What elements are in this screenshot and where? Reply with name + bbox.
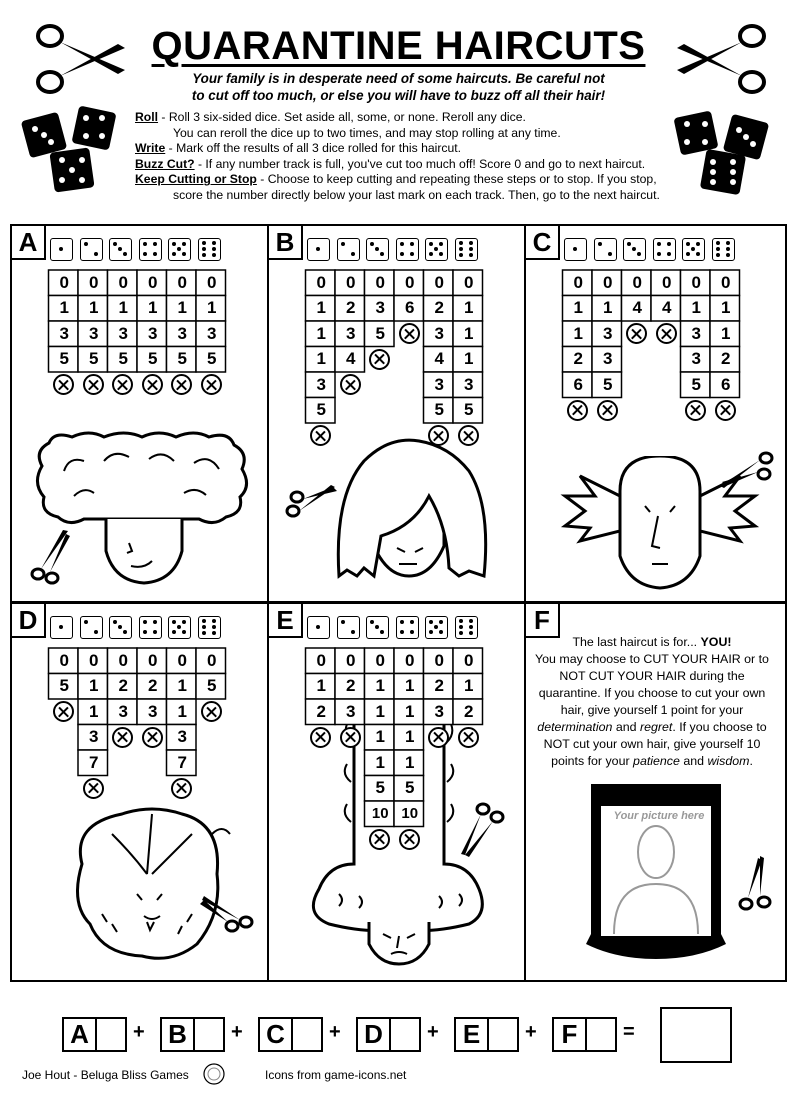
track-cell[interactable]: 0 <box>346 272 356 292</box>
track-cell[interactable]: 3 <box>346 701 356 721</box>
track-cell[interactable]: 0 <box>405 650 415 670</box>
rule-buzz: Buzz Cut? - If any number track is full, you've cut too much off! Score 0 and go to next haircut. <box>135 156 646 171</box>
track-cell[interactable]: 1 <box>177 701 187 721</box>
track-cell[interactable]: 0 <box>691 272 701 292</box>
picture-placeholder: Your picture here <box>613 810 705 822</box>
track-cell[interactable]: 5 <box>148 349 158 369</box>
track-cell[interactable]: 0 <box>405 272 415 292</box>
track-cell[interactable]: 0 <box>59 650 69 670</box>
track-cell[interactable]: 0 <box>177 650 187 670</box>
track-cell[interactable]: 4 <box>434 349 444 369</box>
track-cell[interactable]: 1 <box>59 298 69 318</box>
buzz-cut-x-icon[interactable] <box>340 727 361 748</box>
track-cell[interactable]: 0 <box>118 650 128 670</box>
track-cell[interactable]: 1 <box>316 676 326 696</box>
track-cell[interactable]: 1 <box>603 298 613 318</box>
track-cell[interactable]: 3 <box>316 374 326 394</box>
track-cell[interactable]: 0 <box>316 272 326 292</box>
track-cell[interactable]: 1 <box>691 298 701 318</box>
rule-write: Write - Mark off the results of all 3 dice rolled for this haircut. <box>135 141 462 156</box>
score-box-a[interactable] <box>97 1017 127 1052</box>
track-cell[interactable]: 5 <box>59 349 69 369</box>
track-cell[interactable]: 0 <box>207 650 217 670</box>
track-cell[interactable]: 1 <box>464 349 474 369</box>
track-cell[interactable]: 2 <box>434 298 444 318</box>
track-cell[interactable]: 5 <box>207 676 217 696</box>
track-cell[interactable]: 0 <box>573 272 583 292</box>
track-cell[interactable]: 3 <box>691 323 701 343</box>
dice-icon-left <box>20 104 130 196</box>
track-cell[interactable]: 1 <box>89 298 99 318</box>
track-cell[interactable]: 4 <box>662 298 672 318</box>
track-cell[interactable]: 5 <box>434 400 444 420</box>
rule-roll-cont: You can reroll the dice up to two times, and may stop rolling at any time. <box>173 125 561 140</box>
buzz-cut-x-icon[interactable] <box>428 425 449 446</box>
track-cell[interactable]: 3 <box>691 349 701 369</box>
buzz-cut-x-icon[interactable] <box>53 701 74 722</box>
score-box-b[interactable] <box>195 1017 225 1052</box>
haircut-panel-a <box>10 224 269 603</box>
track-cell[interactable]: 1 <box>316 298 326 318</box>
track-cell[interactable]: 1 <box>405 701 415 721</box>
track-cell[interactable]: 3 <box>177 323 187 343</box>
track-cell[interactable]: 2 <box>434 676 444 696</box>
subtitle-line-1: Your family is in desperate need of some haircuts. Be careful not <box>192 71 605 86</box>
track-cell[interactable]: 3 <box>375 298 385 318</box>
track-cell[interactable]: 2 <box>148 676 158 696</box>
track-cell[interactable]: 1 <box>721 323 731 343</box>
panel-label: A <box>12 226 46 260</box>
score-box-e[interactable] <box>489 1017 519 1052</box>
buzz-cut-x-icon[interactable] <box>626 323 647 344</box>
track-cell[interactable]: 2 <box>316 701 326 721</box>
track-cell[interactable]: 3 <box>464 374 474 394</box>
plus-sign: + <box>427 1021 439 1043</box>
track-cell[interactable]: 5 <box>691 374 701 394</box>
track-cell[interactable]: 3 <box>89 727 99 747</box>
track-cell[interactable]: 4 <box>346 349 356 369</box>
track-cell[interactable]: 0 <box>375 650 385 670</box>
track-cell[interactable]: 5 <box>464 400 474 420</box>
track-cell[interactable]: 1 <box>464 676 474 696</box>
buzz-cut-x-icon[interactable] <box>171 374 192 395</box>
buzz-cut-x-icon[interactable] <box>310 727 331 748</box>
track-cell[interactable]: 0 <box>316 650 326 670</box>
track-cell[interactable]: 3 <box>346 323 356 343</box>
track-cell[interactable]: 3 <box>89 323 99 343</box>
haircut-panel-d <box>10 602 269 982</box>
track-cell[interactable]: 1 <box>573 323 583 343</box>
track-cell[interactable]: 0 <box>148 272 158 292</box>
rules <box>135 110 695 204</box>
track-cell[interactable]: 1 <box>721 298 731 318</box>
buzz-cut-x-icon[interactable] <box>656 323 677 344</box>
buzz-cut-x-icon[interactable] <box>369 829 390 850</box>
total-score-box[interactable] <box>660 1007 732 1063</box>
track-cell[interactable]: 6 <box>405 298 415 318</box>
track-cell[interactable]: 5 <box>59 676 69 696</box>
buzz-cut-x-icon[interactable] <box>685 400 706 421</box>
score-label-d: D <box>356 1017 391 1052</box>
track-cell[interactable]: 0 <box>434 272 444 292</box>
track-cell[interactable]: 1 <box>375 727 385 747</box>
buzz-cut-x-icon[interactable] <box>112 727 133 748</box>
track-cell[interactable]: 0 <box>434 650 444 670</box>
track-cell[interactable]: 10 <box>371 805 389 823</box>
track-cell[interactable]: 5 <box>89 349 99 369</box>
track-cell[interactable]: 6 <box>721 374 731 394</box>
scissors-icon-f <box>736 854 781 914</box>
track-cell[interactable]: 0 <box>662 272 672 292</box>
track-cell[interactable]: 0 <box>603 272 613 292</box>
track-cell[interactable]: 5 <box>316 400 326 420</box>
track-cell[interactable]: 3 <box>603 323 613 343</box>
track-cell[interactable]: 5 <box>177 349 187 369</box>
rule-keep: Keep Cutting or Stop - Choose to keep cutting and repeating these steps or to stop. If you stop, <box>135 172 657 187</box>
track-cell[interactable]: 0 <box>177 272 187 292</box>
track-cell[interactable]: 0 <box>464 650 474 670</box>
track-cell[interactable]: 3 <box>434 374 444 394</box>
track-cell[interactable]: 1 <box>405 727 415 747</box>
track-cell[interactable]: 0 <box>464 272 474 292</box>
track-cell[interactable]: 1 <box>316 349 326 369</box>
buzz-cut-x-icon[interactable] <box>399 323 420 344</box>
plus-sign: + <box>329 1021 341 1043</box>
footer-credit: Joe Hout - Beluga Bliss Games <box>22 1068 189 1082</box>
track-cell[interactable]: 3 <box>118 323 128 343</box>
buzz-cut-x-icon[interactable] <box>458 425 479 446</box>
track-cell[interactable]: 0 <box>148 650 158 670</box>
buzz-cut-x-icon[interactable] <box>567 400 588 421</box>
panel-label: D <box>12 604 46 638</box>
panel-f-text: The last haircut is for... YOU! You may choose to CUT YOUR HAIR or to NOT CUT YOUR HAIR during the quarantine. If you choose to cut your own hair, give yourself 1 point for your determination and regret. If you choose to NOT cut your own hair, give yourself 10 points for your patience and wisdom. <box>535 635 769 768</box>
score-label-e: E <box>454 1017 489 1052</box>
track-cell[interactable]: 7 <box>89 752 99 772</box>
panel-label: C <box>526 226 560 260</box>
track-cell[interactable]: 3 <box>148 323 158 343</box>
track-cell[interactable]: 7 <box>177 752 187 772</box>
buzz-cut-x-icon[interactable] <box>458 727 479 748</box>
track-cell[interactable]: 1 <box>405 752 415 772</box>
track-cell[interactable]: 5 <box>207 349 217 369</box>
track-cell[interactable]: 1 <box>464 323 474 343</box>
track-cell[interactable]: 0 <box>89 650 99 670</box>
haircut-panel-e <box>267 602 526 982</box>
buzz-cut-x-icon[interactable] <box>597 400 618 421</box>
track-cell[interactable]: 0 <box>375 272 385 292</box>
track-cell[interactable]: 1 <box>177 676 187 696</box>
subtitle <box>130 70 667 104</box>
page-title: QUARANTINE HAIRCUTS <box>151 24 646 68</box>
track-cell[interactable]: 0 <box>632 272 642 292</box>
panel-label: F <box>526 604 560 638</box>
score-box-d[interactable] <box>391 1017 421 1052</box>
buzz-cut-x-icon[interactable] <box>112 374 133 395</box>
haircut-panel-b <box>267 224 526 603</box>
buzz-cut-x-icon[interactable] <box>201 374 222 395</box>
haircut-panel-c <box>524 224 787 603</box>
buzz-cut-x-icon[interactable] <box>201 701 222 722</box>
track-cell[interactable]: 3 <box>59 323 69 343</box>
track-cell[interactable]: 1 <box>573 298 583 318</box>
track-cell[interactable]: 3 <box>118 701 128 721</box>
buzz-cut-x-icon[interactable] <box>310 425 331 446</box>
plus-sign: + <box>525 1021 537 1043</box>
track-cell[interactable]: 1 <box>177 298 187 318</box>
score-label-b: B <box>160 1017 195 1052</box>
track-cell[interactable]: 10 <box>401 805 419 823</box>
track-cell[interactable]: 3 <box>603 349 613 369</box>
rule-roll: Roll - Roll 3 six-sided dice. Set aside all, some, or none. Reroll any dice. <box>135 110 526 124</box>
track-cell[interactable]: 2 <box>118 676 128 696</box>
track-cell[interactable]: 5 <box>603 374 613 394</box>
track-cell[interactable]: 1 <box>375 752 385 772</box>
track-cell[interactable]: 2 <box>721 349 731 369</box>
track-cell[interactable]: 1 <box>118 298 128 318</box>
scissors-icon-top-right <box>672 14 772 106</box>
score-label-a: A <box>62 1017 97 1052</box>
track-cell[interactable]: 1 <box>89 676 99 696</box>
track-cell[interactable]: 5 <box>405 778 415 798</box>
track-cell[interactable]: 1 <box>89 701 99 721</box>
track-cell[interactable]: 5 <box>375 778 385 798</box>
track-cell[interactable]: 2 <box>573 349 583 369</box>
track-cell[interactable]: 0 <box>721 272 731 292</box>
score-box-c[interactable] <box>293 1017 323 1052</box>
track-cell[interactable]: 3 <box>177 727 187 747</box>
track-cell[interactable]: 2 <box>464 701 474 721</box>
buzz-cut-x-icon[interactable] <box>428 727 449 748</box>
track-cell[interactable]: 3 <box>207 323 217 343</box>
track-cell[interactable]: 5 <box>375 323 385 343</box>
track-cell[interactable]: 1 <box>405 676 415 696</box>
score-label-f: F <box>552 1017 587 1052</box>
buzz-cut-x-icon[interactable] <box>369 349 390 370</box>
score-label-c: C <box>258 1017 293 1052</box>
track-cell[interactable]: 1 <box>375 676 385 696</box>
track-cell[interactable]: 3 <box>148 701 158 721</box>
buzz-cut-x-icon[interactable] <box>171 778 192 799</box>
track-cell[interactable]: 1 <box>464 298 474 318</box>
score-box-f[interactable] <box>587 1017 617 1052</box>
panel-label: B <box>269 226 303 260</box>
footer-icons-credit: Icons from game-icons.net <box>265 1068 407 1082</box>
track-cell[interactable]: 2 <box>346 298 356 318</box>
track-cell[interactable]: 0 <box>118 272 128 292</box>
scissors-icon-top-left <box>30 14 130 106</box>
buzz-cut-x-icon[interactable] <box>142 374 163 395</box>
track-cell[interactable]: 0 <box>59 272 69 292</box>
buzz-cut-x-icon[interactable] <box>53 374 74 395</box>
buzz-cut-x-icon[interactable] <box>715 400 736 421</box>
buzz-cut-x-icon[interactable] <box>340 374 361 395</box>
track-cell[interactable]: 3 <box>434 323 444 343</box>
subtitle-line-2: to cut off too much, or else you will have to buzz off all their hair! <box>191 88 606 103</box>
track-cell[interactable]: 1 <box>148 298 158 318</box>
buzz-cut-x-icon[interactable] <box>83 778 104 799</box>
track-cell[interactable]: 2 <box>346 676 356 696</box>
track-cell[interactable]: 3 <box>434 701 444 721</box>
beluga-logo-icon <box>203 1063 225 1085</box>
track-cell[interactable]: 1 <box>316 323 326 343</box>
panel-label: E <box>269 604 303 638</box>
track-cell[interactable]: 0 <box>346 650 356 670</box>
buzz-cut-x-icon[interactable] <box>142 727 163 748</box>
plus-sign: + <box>133 1021 145 1043</box>
track-cell[interactable]: 1 <box>375 701 385 721</box>
track-cell[interactable]: 1 <box>207 298 217 318</box>
buzz-cut-x-icon[interactable] <box>399 829 420 850</box>
buzz-cut-x-icon[interactable] <box>83 374 104 395</box>
track-cell[interactable]: 4 <box>632 298 642 318</box>
plus-sign: + <box>231 1021 243 1043</box>
track-cell[interactable]: 5 <box>118 349 128 369</box>
track-cell[interactable]: 6 <box>573 374 583 394</box>
track-cell[interactable]: 0 <box>89 272 99 292</box>
rule-keep-cont: score the number directly below your last mark on each track. Then, go to the next haircut. <box>173 187 660 202</box>
equals-sign: = <box>623 1021 635 1043</box>
track-cell[interactable]: 0 <box>207 272 217 292</box>
